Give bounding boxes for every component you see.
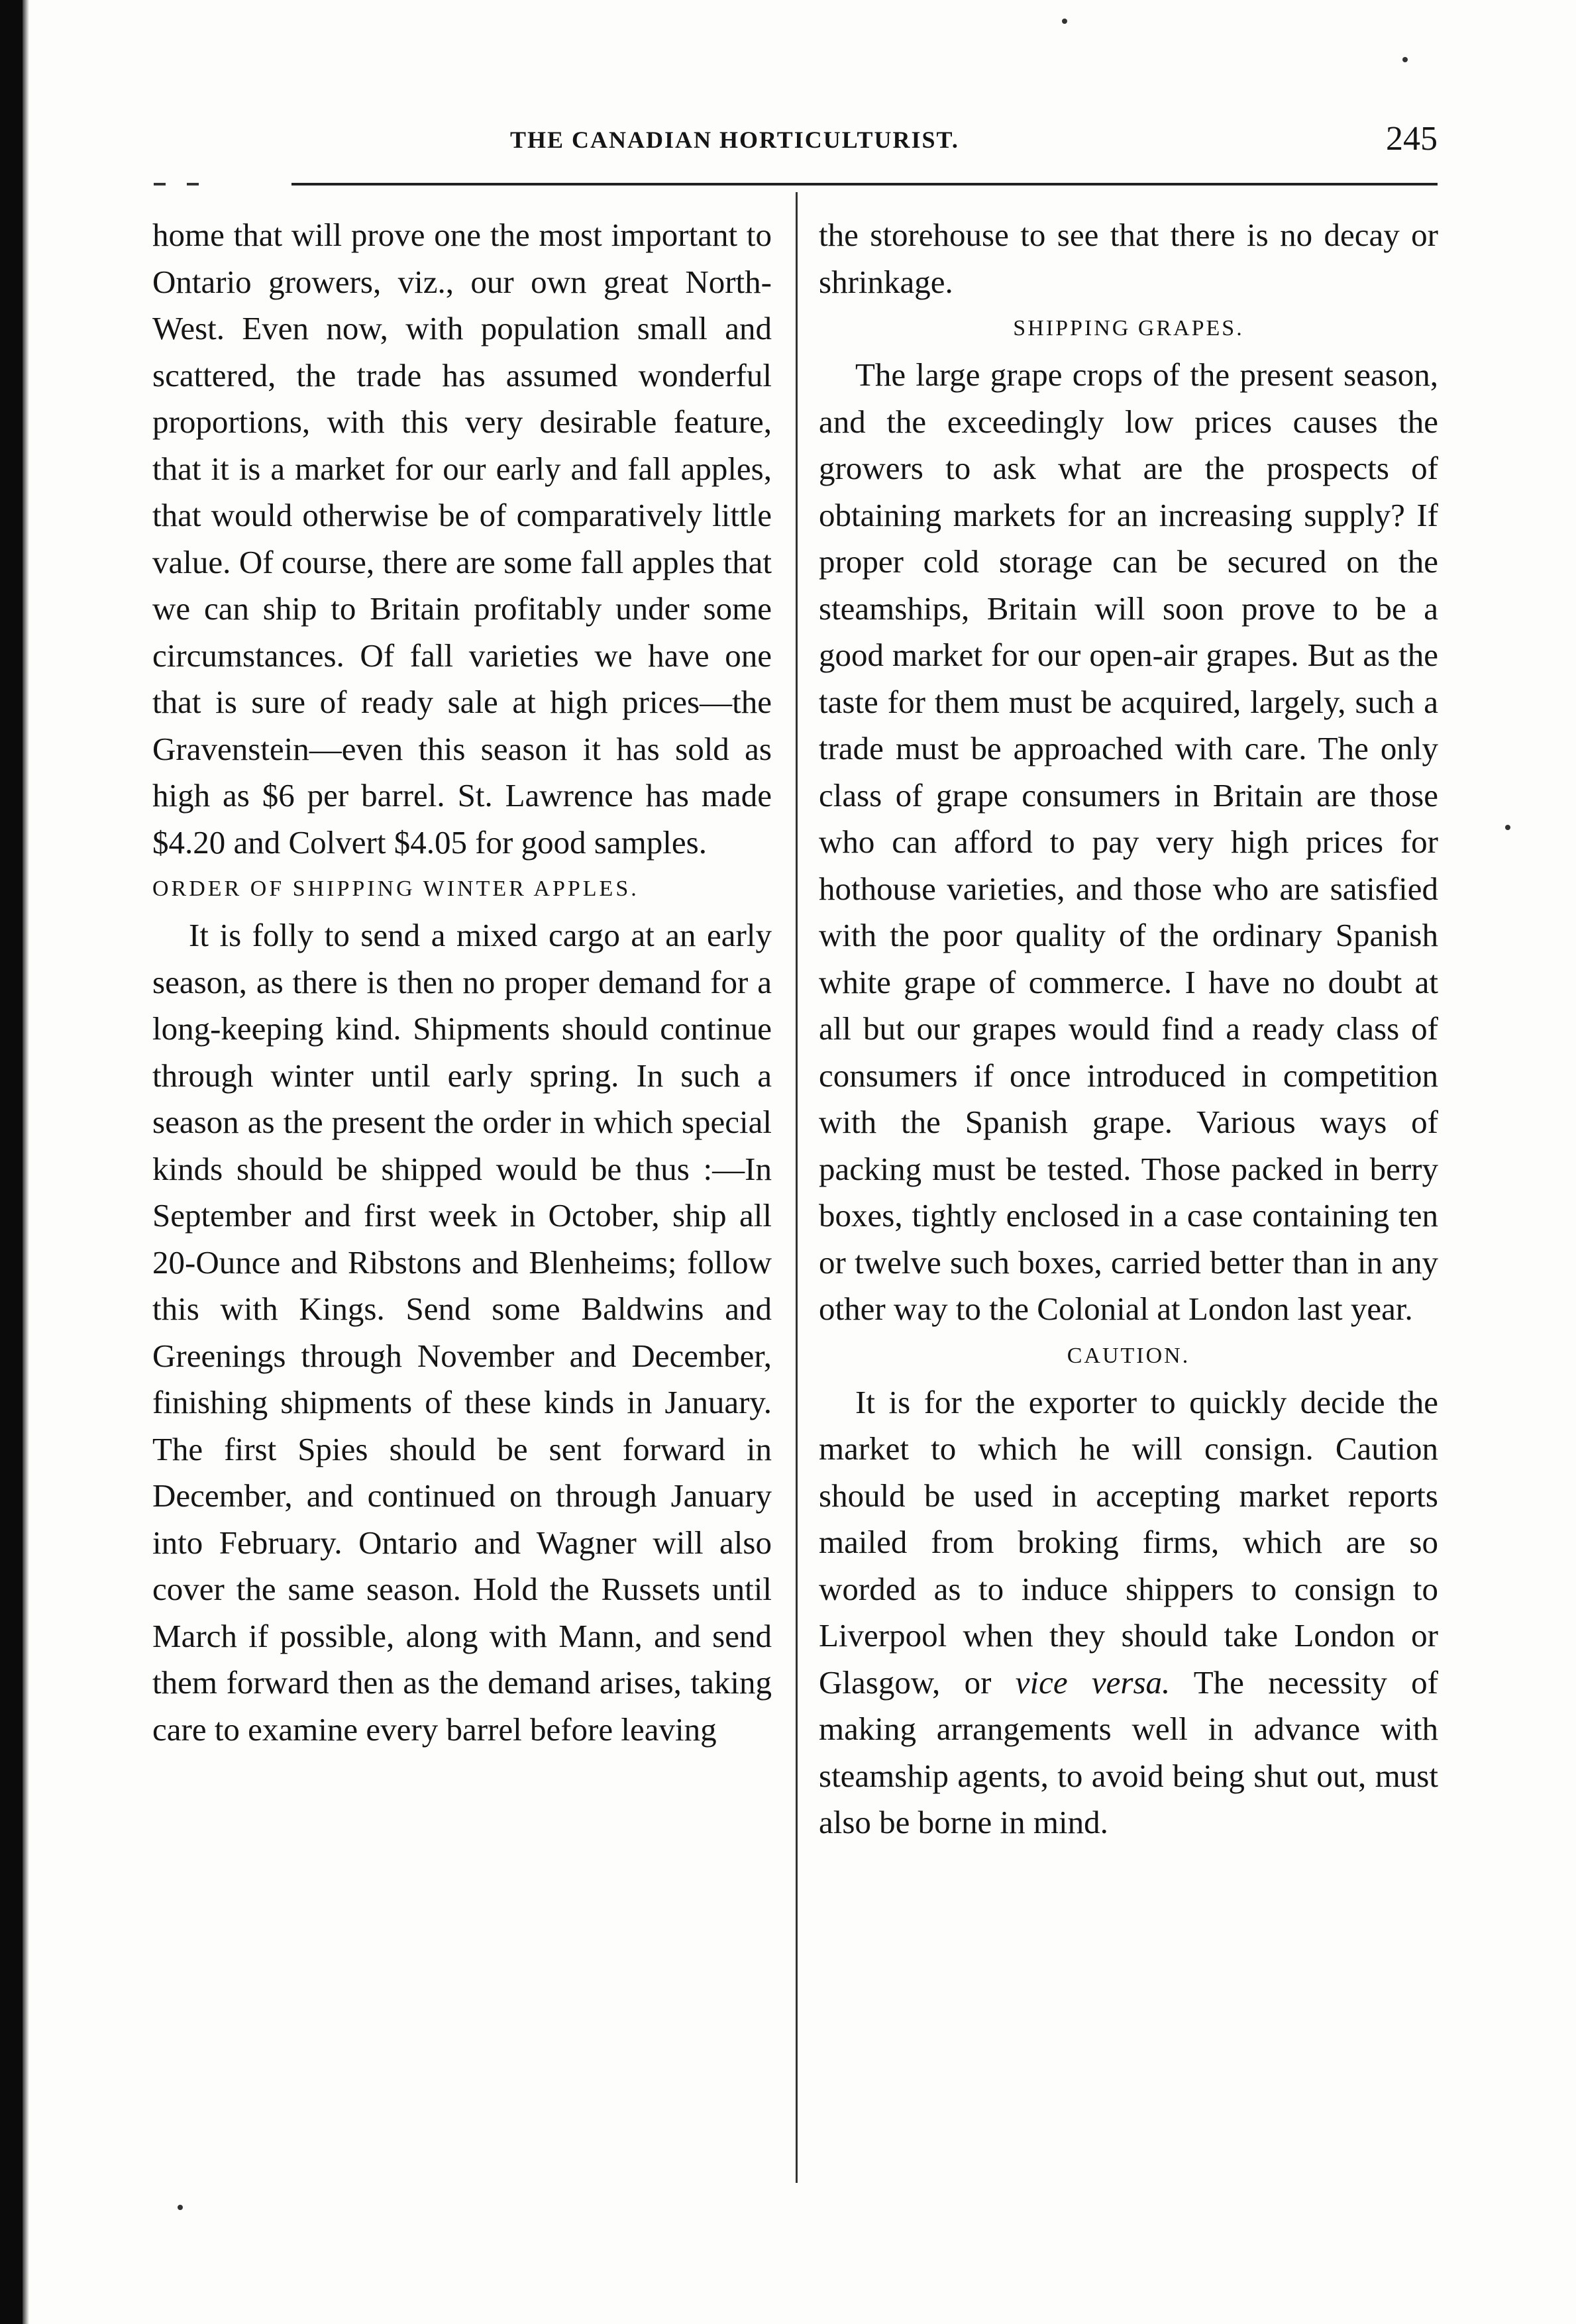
print-speck — [1402, 57, 1408, 62]
print-speck — [1062, 19, 1067, 24]
binding-shadow — [0, 0, 23, 2324]
page-number: 245 — [1386, 120, 1438, 158]
caution-text-start: It is for the exporter to quickly decide the market to which he will consign. Caution should be used in accepting market reports mailed from broking firms, which are so worded as to induce shippers to consign to Liverpool when they should take London or Glasgow, or — [819, 1383, 1438, 1701]
running-title: THE CANADIAN HORTICULTURIST. — [510, 127, 959, 153]
left-section-heading: ORDER OF SHIPPING WINTER APPLES. — [152, 876, 639, 901]
caution-text-end: The necessity of making arrangements well in advance with steamship agents, to avoid being shut out, must also be borne in mind. — [819, 1664, 1438, 1840]
print-speck — [1505, 825, 1510, 830]
left-paragraph-2: It is folly to send a mixed cargo at an early season, as there is then no proper demand for a long-keeping kind. Shipments should continue through winter until early spring. In such a season as the present the order in which special kinds should be shipped would be thus :—In September and first week in October, ship all 20-Ounce and Ribstons and Blenheims; follow this with Kings. Send some Baldwins and Greenings through November and December, finishing shipments of these kinds in January. The first Spies should be sent forward in December, and continued on through January into February. Ontario and Wagner will also cover the same season. Hold the Russets until March if possible, along with Mann, and send them forward then as the demand arises, taking care to examine every barrel before leaving — [152, 917, 772, 1748]
right-paragraph-3 — [819, 1379, 1438, 1846]
binding-edge — [23, 0, 29, 2324]
column-divider — [796, 192, 798, 2183]
right-column — [819, 212, 1438, 1846]
caution-italic-phrase: vice versa. — [1015, 1664, 1171, 1701]
header-rule — [291, 183, 1438, 185]
right-paragraph-1: the storehouse to see that there is no decay or shrinkage. — [819, 217, 1438, 300]
rule-dash — [154, 183, 166, 185]
left-column — [152, 212, 772, 1753]
right-section-heading-grapes: SHIPPING GRAPES. — [1013, 316, 1244, 341]
rule-dash — [187, 183, 199, 185]
left-paragraph-1: home that will prove one the most important to Ontario growers, viz., our own great North-West. Even now, with population small and scattered, the trade has assumed wonderful proportions, with this very desirable feature, that it is a market for our early and fall apples, that would otherwise be of comparatively little value. Of course, there are some fall apples that we can ship to Britain profitably under some circumstances. Of fall varieties we have one that is sure of ready sale at high prices—the Gravenstein—even this season it has sold as high as $6 per barrel. St. Lawrence has made $4.20 and Colvert $4.05 for good samples. — [152, 217, 772, 861]
page-header — [152, 119, 1438, 166]
print-speck — [178, 2205, 183, 2210]
right-paragraph-2: The large grape crops of the present season, and the exceedingly low prices causes the growers to ask what are the prospects of obtaining markets for an increasing supply? If proper cold storage can be secured on the steamships, Britain will soon prove to be a good market for our open-air grapes. But as the taste for them must be acquired, largely, such a trade must be approached with care. The only class of grape consumers in Britain are those who can afford to pay very high prices for hothouse varieties, and those who are satisfied with the poor quality of the ordinary Spanish white grape of commerce. I have no doubt at all but our grapes would find a ready class of consumers if once introduced in competition with the Spanish grape. Various ways of packing must be tested. Those packed in berry boxes, tightly enclosed in a case containing ten or twelve such boxes, carried better than in any other way to the Colonial at London last year. — [819, 356, 1438, 1327]
right-section-heading-caution: CAUTION. — [1067, 1343, 1190, 1368]
